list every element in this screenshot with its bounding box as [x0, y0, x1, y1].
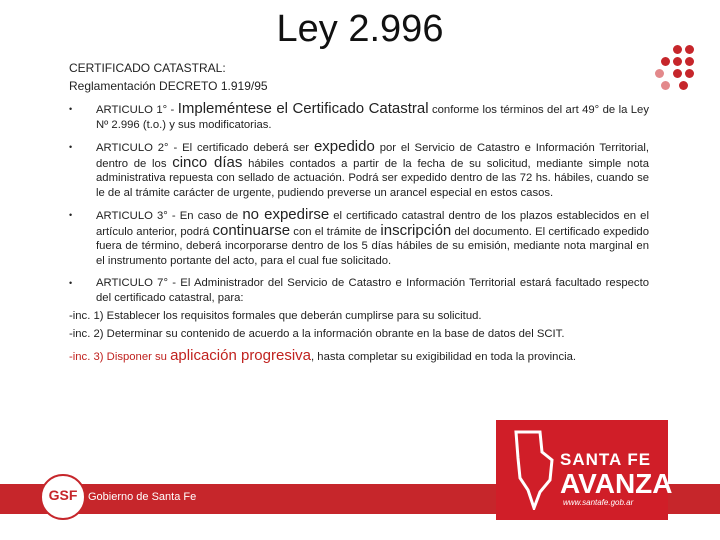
subheading [69, 59, 268, 95]
website-url: www.santafe.gob.ar [563, 498, 634, 507]
article-3-text-2: el certificado catastral dentro de los plazos establecidos en el artículo anterior, podrá [96, 210, 649, 238]
article-2 [69, 140, 649, 200]
article-1 [69, 102, 649, 132]
article-7-text: ARTICULO 7° - El Administrador del Servicio de Catastro e Información Territorial estará facultado respecto del certificado catastral, para: [96, 277, 649, 304]
article-2-text-2: por el Servicio de Catastro e Información Territorial, dentro de los [96, 142, 649, 170]
article-2-text: ARTICULO 2° - El certificado deberá ser [96, 142, 314, 154]
gsf-logo-text: GSF [48, 487, 78, 503]
article-3-text-3: con el trámite de [290, 225, 381, 238]
document-body [69, 102, 649, 366]
inc-2: -inc. 2) Determinar su contenido de acuerdo a la información obrante en la base de datos del SCIT. [69, 328, 565, 340]
page-title: Ley 2.996 [276, 8, 444, 50]
article-3-text: ARTICULO 3° - En caso de [96, 210, 243, 222]
article-7 [69, 276, 649, 305]
subheading-line-1: CERTIFICADO CATASTRAL: [69, 61, 226, 75]
bullet: • [69, 104, 73, 114]
article-1-highlight: Impleméntese el Certificado Catastral [177, 100, 429, 117]
inc-3 [69, 347, 649, 366]
gsf-logo [40, 474, 86, 520]
inc-3-highlight: aplicación progresiva [170, 347, 312, 364]
inc-3-text-2: , hasta completar su exigibilidad en toda la provincia. [311, 351, 577, 363]
subheading-line-2: Reglamentación DECRETO 1.919/95 [69, 79, 268, 93]
avanza-title: AVANZA [560, 468, 673, 499]
article-1-text-2: conforme los términos del art 49° de la Ley Nº 2.996 (t.o.) y sus modificatorias. [96, 104, 649, 131]
article-3-highlight-3: inscripción [380, 221, 452, 239]
article-1-text: ARTICULO 1° - [96, 104, 178, 116]
santa-fe-title: SANTA FE [560, 450, 652, 469]
gobierno-label: Gobierno de Santa Fe [88, 491, 197, 503]
article-2-highlight-1: expedido [313, 138, 375, 155]
article-3-text-4: del documento. El certificado expedido fuera de término, deberá incorporarse dentro de los 5 días hábiles de su emisión, mediante nota marginal en el instrumento portante del acto, para el cual fue solicitado. [96, 225, 649, 267]
bullet: • [69, 278, 73, 288]
bullet: • [69, 142, 73, 152]
article-3-highlight-1: no expedirse [242, 206, 330, 223]
bullet: • [69, 210, 73, 220]
santa-fe-map-icon [510, 430, 558, 510]
inc-3-text: -inc. 3) Disponer su [69, 351, 171, 363]
article-3 [69, 208, 649, 268]
article-3-highlight-2: continuarse [212, 221, 291, 239]
article-2-highlight-2: cinco días [172, 153, 243, 171]
inc-1: -inc. 1) Establecer los requisitos formales que deberán cumplirse para su solicitud. [69, 310, 482, 322]
article-2-text-3: hábiles contados a partir de la fecha de su solicitud, mediante simple nota administrativa repuesta con sellado de actuación. Podrá ser expedido dentro de las 72 hs. hábiles, cuando se le de al trámite carácter de urgente, pudiendo preverse un arancel especial en estos casos. [96, 157, 649, 199]
